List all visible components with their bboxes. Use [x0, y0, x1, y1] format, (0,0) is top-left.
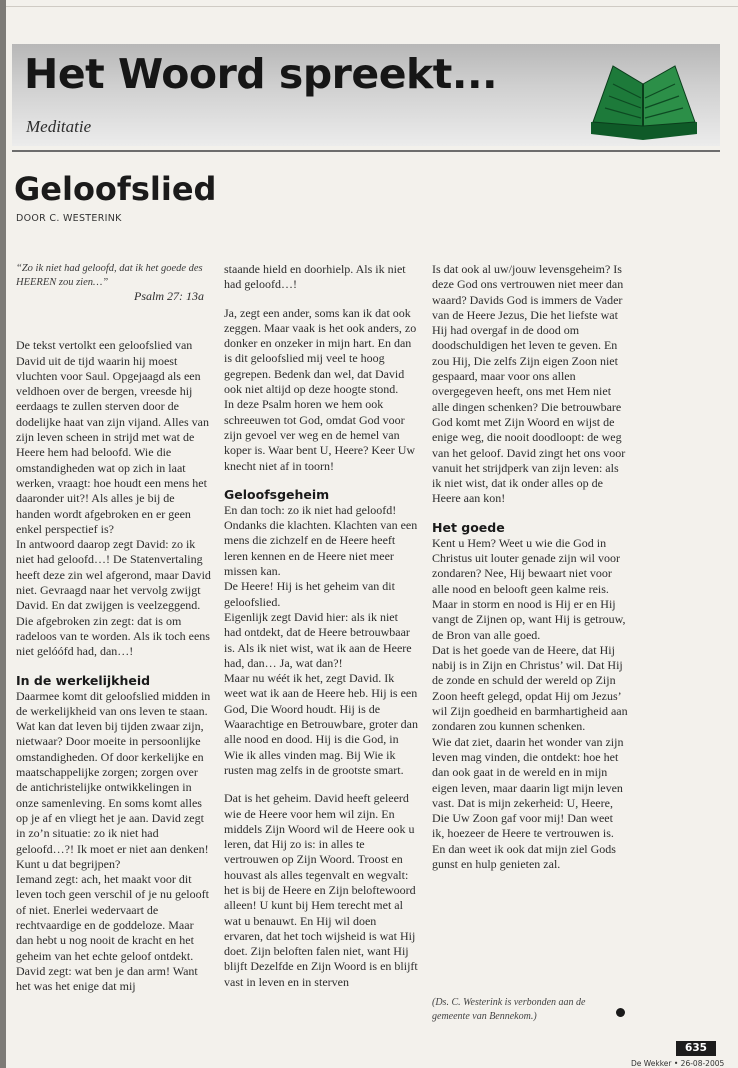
open-book-icon	[585, 56, 703, 140]
quote-reference: Psalm 27: 13a	[134, 289, 204, 303]
end-of-article-bullet	[616, 1008, 625, 1017]
spacer	[224, 474, 418, 487]
text-column-2	[224, 262, 418, 990]
paragraph: De Heere! Hij is het geheim van dit geloofslied.	[224, 579, 395, 609]
paragraph: Dat is het goede van de Heere, dat Hij nabij is in Zijn en Christus’ wil. Dat Hij de zonde en schuld der wereld op Zijn Zoon heeft gelegd, opdat Hij om Jezus’ wil Zijn goedheid en barmhartigheid aan zondaren zou kunnen schenken.	[432, 642, 628, 734]
paragraph: Daarmee komt dit geloofslied midden in de werkelijkheid van ons leven te staan. Wat kan dat leven bij tijden zwaar zijn, nietwaar? Door moeite in persoonlijke omstandigheden. Of door kerkelijke en maatschappelijke zorgen; zorgen over de antichristelijke ontwikkelingen in onze samenleving. En soms komt alles op je af en vliegt het je aan. David zegt in zo’n situatie: zo ik niet had geloofd…?! Ik moet er niet aan denken!	[16, 688, 211, 856]
article-title: Geloofslied	[14, 170, 217, 208]
paragraph: Kunt u dat begrijpen?	[16, 856, 121, 871]
spacer	[16, 660, 212, 673]
section-subtitle: Meditatie	[26, 117, 92, 136]
paragraph: De tekst vertolkt een geloofslied van David uit de tijd waarin hij moest vluchten voor Saul. Opgejaagd als een veldhoen over de bergen, vreesde hij eerdaags te zullen sterven door de dodelijke haat van zijn vijand. Alles van zijn leven scheen in strijd met wat de Heere hem had beloofd. Wie die omstandigheden wat op zich in laat werken, vraagt: hoe houdt een mens het daaronder uit?! Als alles je bij de handen wordt afgebroken en er geen enkel perspectief is?	[16, 338, 209, 536]
section-title: Het Woord spreekt...	[24, 50, 498, 98]
paragraph: In antwoord daarop zegt David: zo ik niet had geloofd…! De Statenvertaling heeft deze zin wel afgerond, maar David niet. Gevraagd naar het vervolg zwijgt David. En dat zwijgen is veelzeggend. Die afgebroken zin zegt: dat is om radeloos van te worden. Als ik toch eens niet gelóófd had, dan…!	[16, 537, 211, 659]
paragraph: Ja, zegt een ander, soms kan ik dat ook zeggen. Maar vaak is het ook anders, zo donker en onzeker in mijn hart. En dan is dit geloofslied mij veel te hoog gegrepen. Bedenk dan wel, dat David ook niet altijd op deze hoogte stond.	[224, 305, 417, 397]
spacer	[16, 304, 212, 338]
page-top-line	[6, 6, 738, 7]
text-column-3	[432, 262, 628, 872]
text-column-1	[16, 262, 212, 994]
paragraph: Wie dat ziet, daarin het wonder van zijn leven mag vinden, die ontdekt: hoe het dan ook gaat in de wereld en in mijn eigen leven, maar daarin ligt mijn leven vast. Dat is mijn zekerheid: U, Heere, Die Uw Zoon gaf voor mij! Dan weet ik, hoezeer de Heere te vertrouwen is. En dan weet ik ook dat mijn ziel Gods gunst en hulp genieten zal.	[432, 734, 624, 871]
paragraph: Iemand zegt: ach, het maakt voor dit leven toch geen verschil of je nu gelooft of niet. Enerlei wedervaart de rechtvaardige en de goddeloze. Maar dan hebt u nog nooit de kracht en het geheim van het echte geloof ontdekt. David zegt: wat ben je dan arm! Want het was het enige dat mij	[16, 872, 209, 994]
article-byline: DOOR C. WESTERINK	[16, 213, 122, 224]
issue-info: De Wekker • 26-08-2005	[631, 1059, 725, 1068]
subheading: Geloofsgeheim	[224, 486, 330, 502]
subheading: Het goede	[432, 519, 505, 535]
author-footnote: (Ds. C. Westerink is verbonden aan de gemeente van Bennekom.)	[432, 997, 586, 1022]
paragraph: staande hield en doorhielp. Als ik niet had geloofd…!	[224, 262, 406, 292]
bible-quote: “Zo ik niet had geloofd, dat ik het goede des HEEREN zou zien…”	[16, 263, 203, 288]
paragraph: Kent u Hem? Weet u wie die God in Christus uit louter genade zijn wil voor zondaren? Nee, Hij bewaart niet voor alle nood en belooft geen kalme reis. Maar in storm en nood is Hij er en Hij vangt de Zijnen op, want Hij is getrouw, de Bron van alle goed.	[432, 535, 626, 642]
spacer	[224, 293, 418, 306]
page-binding-edge	[0, 0, 6, 1068]
spacer	[432, 507, 628, 520]
paragraph: In deze Psalm horen we hem ook schreeuwen tot God, omdat God voor zijn gevoel ver weg en de hemel van koper is. Waar bent U, Heere? Keer Uw knecht niet af in toorn!	[224, 397, 416, 473]
page-number: 635	[676, 1041, 716, 1056]
paragraph: Is dat ook al uw/jouw levensgeheim? Is deze God ons vertrouwen niet meer dan waard? Davids God is immers de Vader van de Heere Jezus, Die het liefste wat Hij had overgaf in de dood om doodschuldigen het leven te geven. En zou Hij, Die zelfs Zijn eigen Zoon niet gespaard, maar voor ons allen overgegeven heeft, ons met Hem niet alle dingen schenken? Die betrouwbare God komt met Zijn Woord en wijst de enige weg, die nooit doodloopt: de weg van het geloof. David zingt het ons voor vanuit het strijdperk van zijn leven: als ik niet wist, dat ik onder alles op de Heere aan kon!	[432, 262, 626, 506]
header-divider	[12, 150, 720, 152]
paragraph: Eigenlijk zegt David hier: als ik niet had ontdekt, dat de Heere betrouwbaar is. Als ik niet wist, wat ik aan de Heere had, dan… Ja, wat dan?!	[224, 609, 412, 670]
paragraph: Dat is het geheim. David heeft geleerd wie de Heere voor hem wil zijn. En middels Zijn Woord wil de Heere ook u leren, dat Hij zo is: in alles te vertrouwen op Zijn Woord. Troost en houvast als alles tegenvalt en wegvalt: het is bij de Heere en Zijn beloftewoord alleen! U kunt bij Hem terecht met al wat u benauwt. En Hij wil doen ervaren, dat het toch wijsheid is wat Hij doet. Zijn beloften falen niet, want Hij blijft Dezelfde en Zijn Woord is en blijft vast in leven en in sterven	[224, 791, 418, 989]
section-header	[12, 44, 720, 146]
paragraph: Maar nu wéét ik het, zegt David. Ik weet wat ik aan de Heere heb. Hij is een God, Die Woord houdt. Hij is de Waarachtige en Betrouwbare, groter dan alle nood en dood. Hij is die God, in Wie ik alles vinden mag. Bij Wie ik rusten mag zelfs in de grootste smart.	[224, 671, 418, 777]
spacer	[224, 778, 418, 791]
paragraph: En dan toch: zo ik niet had geloofd! Ondanks die klachten. Klachten van een mens die zichzelf en de Heere heeft leren kennen en de Heere niet meer missen kan.	[224, 502, 418, 579]
subheading: In de werkelijkheid	[16, 672, 151, 688]
